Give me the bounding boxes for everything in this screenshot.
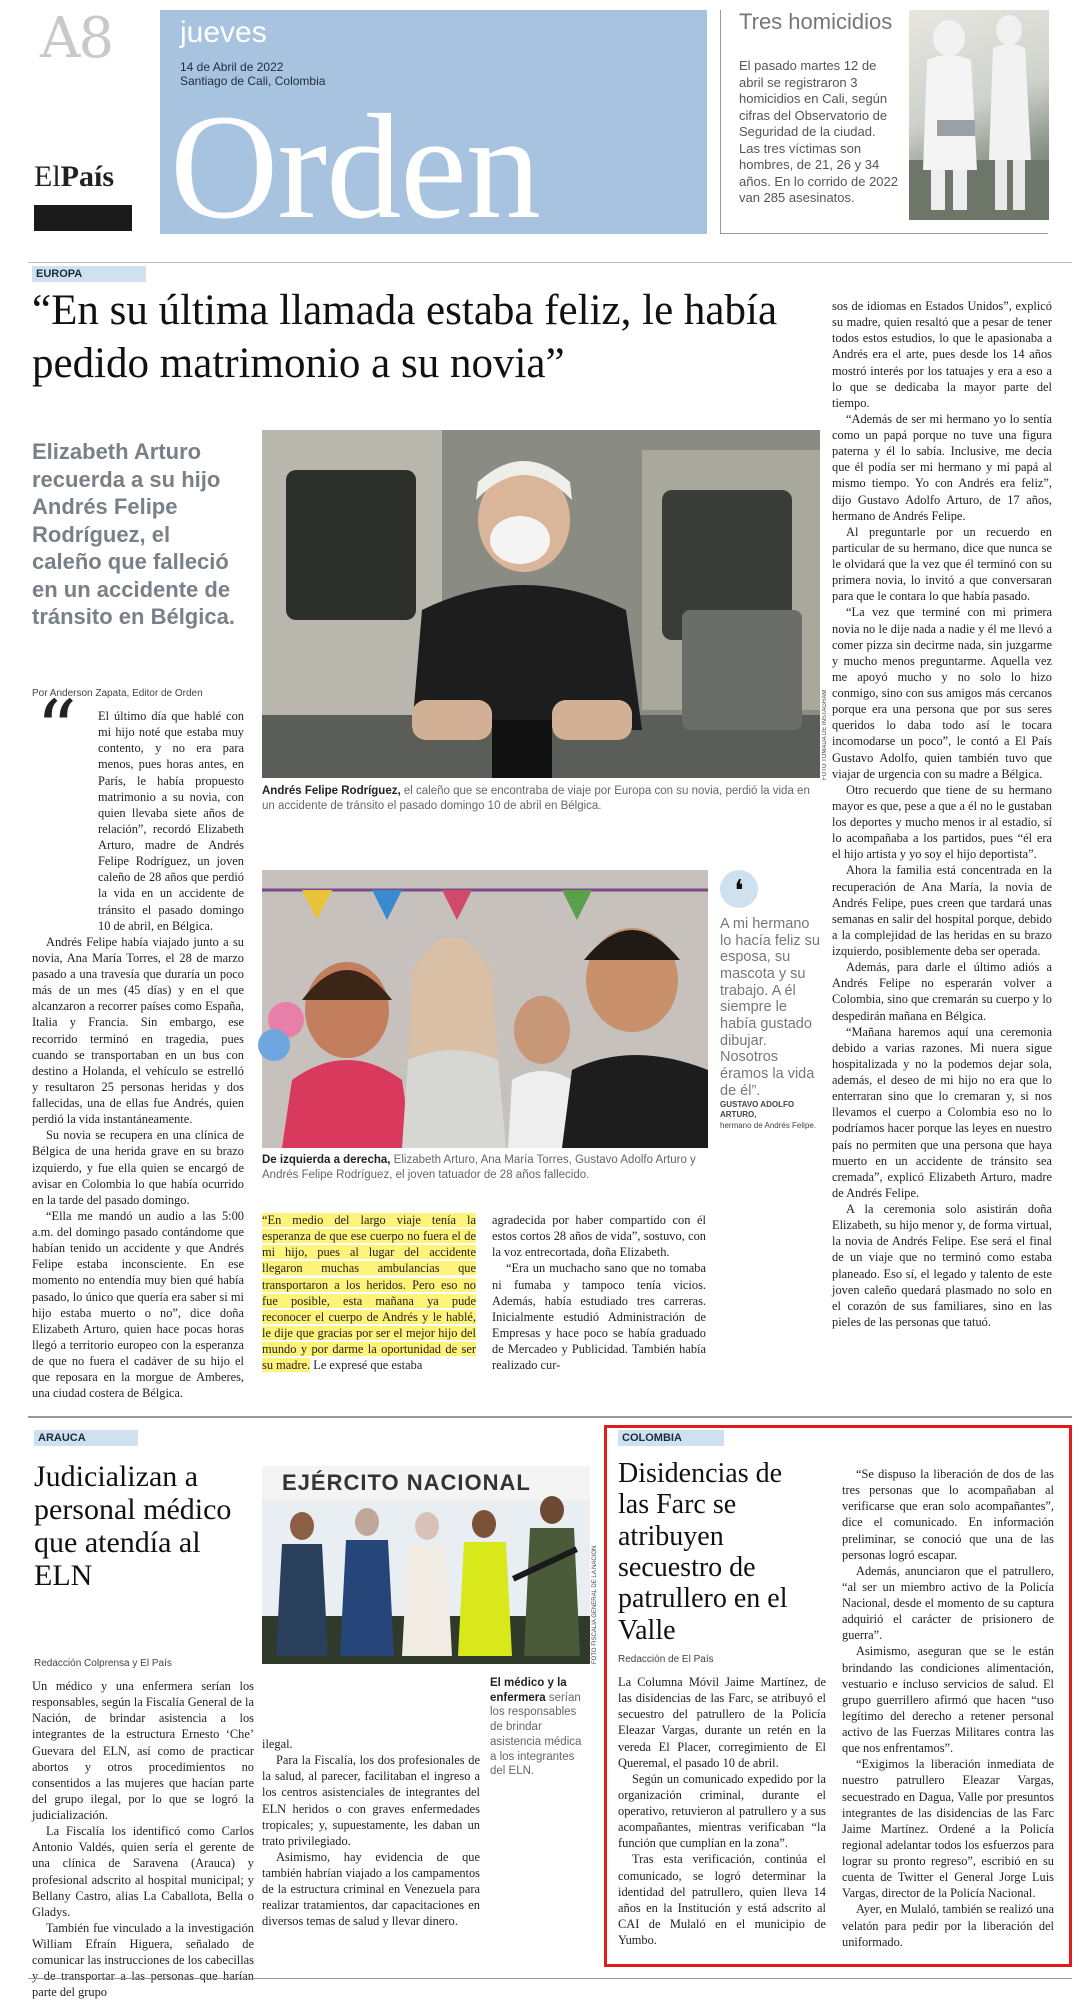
photo1-caption-bold: Andrés Felipe Rodríguez, [262,785,401,797]
story3-paragraph: “Exigimos la liberación inmediata de nuestro patrullero Eleazar Vargas, secuestrado en Dagua, Valle por presuntos integrantes de las disidencias de las Farc Jaime Martínez. Ordené a la Policía regional adelantar todos los esfuerzos para lograr su pronto regreso”, escribió en su cuenta de Twitter el General Jorge Luis Vargas, director de la Policía Nacional. [842,1757,1054,1901]
story2-paragraph: Para la Fiscalía, los dos profesionales de la salud, al parecer, facilitaban el ingreso a los centros asistenciales de integrantes del ELN heridos o con graves enfermedades tropicales; y, supuestamente, les daban un trato privilegiado. [262,1753,480,1848]
story2-headline: Judicializan a personal médico que atendía al ELN [34,1460,232,1592]
brand-light: El [34,160,61,193]
brief-text: El pasado martes 12 de abril se registraron 3 homicidios en Cali, según cifras del Observatorio de Seguridad de la ciudad. Las tres víctimas son hombres, de 21, 26 y 34 años. En lo corrido de 2022 van 285 asesinatos. [739,58,898,205]
story2-caption-bold: El médico y la enfermera [490,1677,567,1704]
story1-paragraph: “Era un muchacho sano que no tomaba ni fumaba y tampoco tenía vicios. Además, había estudiado tres carreras. Inicialmente estudió Administración de Empresas y hace poco se había graduado de Mercadeo y Publicidad. También había realizado cur- [492,1261,706,1373]
story2-paragraph: La Fiscalía los identificó como Carlos Antonio Valdés, quien sería el gerente de una clínica de Saravena (Arauca) y profesional adscrito al hospital municipal; y Bellany Castro, alias La Caballota, Bella o Gladys. [32,1824,254,1919]
story3-paragraph: Ayer, en Mulaló, también se realizó una velatón para pedir por la liberación del uniformado. [842,1902,1054,1949]
story3-paragraph: Además, anunciaron que el patrullero, “al ser un miembro activo de la Policía Nacional, desde el momento de su captura adquirió el carácter de prisionero de guerra”. [842,1563,1054,1643]
section-divider [28,1416,1072,1418]
story1-paragraph: agradecida por haber compartido con él estos cortos 28 años de vida”, sostuvo, con la voz entrecortada, doña Elizabeth. [492,1213,706,1260]
section-masthead [160,10,707,250]
story2-paragraph: También fue vinculado a la investigación William Efraín Higuera, señalado de comunicar las instrucciones de los cabecillas y de transportar a las personas que harían parte del grupo [32,1920,254,2000]
story3-column-2 [842,1466,1054,1950]
story1-paragraph: Otro recuerdo que tiene de su hermano mayor es que, pese a que a él no le gustaban los deportes y mucho menos ir al estadio, sí lo acompañaba a los partidos, pues “él era el hijo artista y yo soy el hijo deportista”. [832,782,1052,862]
newspaper-logo [34,160,114,194]
quote-tail: Le expresé que estaba [310,1358,423,1373]
story1-column-2 [262,1212,476,1373]
story2-paragraph: Asimismo, hay evidencia de que también habrían viajado a los campamentos de la estructura criminal en Venezuela para realizar tratamientos, dar capacitaciones en diversos temas de salud y llevar dinero. [262,1849,480,1929]
pull-author-role: hermano de Andrés Felipe. [720,1120,817,1130]
section-tag-colombia: COLOMBIA [618,1430,724,1446]
story1-paragraph: Ahora la familia está concentrada en la recuperación de Ana María, la novia de Andrés Felipe, pues creen que tardará unas semanas en salir del hospital porque, debido a la complejidad de las heridas en su brazo izquierdo, posiblemente deba ser operada. [832,863,1052,958]
andres-photo [262,430,820,778]
story1-paragraph: A la ceremonia solo asistirán doña Elizabeth, su hijo menor y, de forma virtual, la novia de Andrés Felipe. Ese será el final de un viaje que no terminó como estaba planeado. Eso sí, el legado y talento de este joven caleño quedará plasmado no solo en el corazón de sus familiares, sino en las pieles de las personas que tatuó. [832,1202,1052,1329]
story3-paragraph: Según un comunicado expedido por la organización criminal, durante el operativo, retuvieron al patrullero y a sus acompañantes, mientras verificaban “la función que cumplían en la zona”. [618,1771,826,1851]
story2-byline: Redacción Colprensa y El País [34,1658,172,1669]
family-selfie-image [262,870,708,1148]
story1-paragraph: Su novia se recupera en una clínica de Bélgica de una herida grave en su brazo izquierdo, y fue ella quien se encargó de avisar en Colombia lo que había ocurrido en la tarde del pasado domingo. [32,1128,244,1207]
story1-column-1 [32,708,244,1401]
news-brief [720,10,1048,234]
story3-paragraph: Tras esta verificación, continúa el comunicado, se logró determinar la identidad del patrullero, quien lleva 14 años en la Institución y está adscrito al CAI de Mulaló en el municipio de Yumbo. [618,1852,826,1947]
story2-column-1 [32,1678,254,2001]
photo2-caption-text: Elizabeth Arturo, Ana María Torres, Gustavo Adolfo Arturo y Andrés Felipe Rodríguez, el joven tatuador de 28 años fallecido. [262,1154,696,1181]
story1-paragraph: sos de idiomas en Estados Unidos”, explicó su madre, quien resaltó que a pesar de tener todos estos estudios, lo que le apasionaba a Andrés era el arte, pues desde los 14 años mostró interés por los tatuajes y era a eso a lo que se dedicaba la mayor parte del tiempo. [832,299,1052,410]
page-number: A8 [40,6,113,71]
brand-bold: País [60,160,115,193]
story1-paragraph: Al preguntarle por un recuerdo en particular de su hermano, dice que nunca se le olvidará que la vez que él terminó con su primera novia, lo invitó a que conversaran para que le contara lo que había pasado. [832,524,1052,604]
section-tag-arauca: ARAUCA [34,1430,138,1446]
photo2-caption-bold: De izquierda a derecha, [262,1154,391,1166]
story1-paragraph: “La vez que terminé con mi primera novia no le dije nada a nadie y él me llevó a comer pizza sin decirme nada, sin juzgarme y mucho menos preguntarme. Aquella vez me apoyó mucho y no solo lo hizo conmigo, sino con sus amigos más cercanos porque era una persona que por sus seres queridos lo daba todo así le tocara incomodarse un poco”, le contó a El País Gustavo Adolfo, quien también tuvo que viajar de urgencia con su madre a Bélgica. [832,605,1052,781]
section-divider [28,262,1072,263]
story3-paragraph: Asimismo, aseguran que se le están brindando las condiciones alimentación, vestuario e incluso servicios de salud. El grupo guerrillero afirmó que hacen “uso legítimo del derecho a retener personal activo de las Fuerzas Militares contra las que nos enfrentamos”. [842,1644,1054,1756]
story3-paragraph: “Se dispuso la liberación de dos de las tres personas que lo acompañaban al verificarse que eran solo acompañantes”, dice el comunicado. En información preliminar, se conoció que una de las personas logró escapar. [842,1467,1054,1562]
story3-paragraph: La Columna Móvil Jaime Martínez, de las disidencias de las Farc, se atribuyó el secuestro del patrullero de la Policía Eleazar Vargas, durante un retén en la vereda El Placer, corregimiento de El Queremal, el pasado 10 de abril. [618,1675,826,1770]
pull-author-name: GUSTAVO ADOLFO ARTURO, [720,1100,795,1120]
story1-paragraph [262,1212,476,1373]
masthead-city: Santiago de Cali, Colombia [180,74,326,88]
story1-paragraph: Andrés Felipe había viajado junto a su novia, Ana María Torres, el 28 de marzo pasado a una travesía que duraría un poco más de un mes (45 días) y en el que alcanzaron a recorrer países como España, Italia y Francia. Sin embargo, ese recorrido terminó en tragedia, pues cuando se transportaban en un bus con destino a Holanda, el vehículo se estrelló y resultaron 25 personas heridas y dos fallecidas, una de ellas fue Andrés, quien perdió la vida instantáneamente. [32,934,244,1127]
masthead-day: jueves [180,16,267,49]
story1-paragraph: Además, para darle el último adiós a Andrés Felipe no esperarán volver a Colombia, sino que cremarán su cuerpo y lo despedirán mañana en Bélgica. [832,960,1052,1023]
story2-column-2 [262,1736,480,1930]
story1-column-3 [492,1212,706,1373]
pull-quote-icon: ❛ [720,870,758,908]
photo1-caption-text: el caleño que se encontraba de viaje por Europa con su novia, perdió la vida en un accidente de tránsito el pasado domingo 10 de abril en Bélgica. [262,785,810,812]
page-bottom-rule [28,1978,1072,1979]
story2-caption [490,1676,586,1779]
man-seated-train-image [262,430,820,778]
brand-bar [34,205,132,231]
opening-quote-icon: “ [36,683,77,776]
story1-paragraph: El último día que hablé con mi hijo noté que estaba muy contento, y no era para menos, pues horas antes, en París, le había propuesto matrimonio a su novia, con quien llevaba siete años de relación”, recordó Elizabeth Arturo, madre de Andrés Felipe Rodríguez, un joven caleño de 28 años que perdió la vida en un accidente de tránsito el pasado domingo 10 de abril, en Bélgica. [98,709,244,933]
pull-quote-text: A mi hermano lo hacía feliz su esposa, su mascota y su trabajo. A él siempre le había gustado dibujar. Nosotros éramos la vida de él”. [720,916,820,1099]
story2-caption-text: serían los responsables de brindar asistencia médica a los integrantes del ELN. [490,1691,582,1778]
story1-headline: “En su última llamada estaba feliz, le había pedido matrimonio a su novia” [32,287,778,387]
forensic-workers-image [909,10,1049,220]
section-title: Orden [170,84,540,250]
story1-paragraph: “Además de ser mi hermano yo lo sentía como un papá porque no tuve una figura paterna y él lo sabía. Inclusive, me decía que él podía ser mi hermano y mi papá al mismo tiempo. Yo con Andrés era feliz”, dijo Gustavo Adolfo Arturo, de 17 años, hermano de Andrés Felipe. [832,411,1052,523]
story1-paragraph: “Mañana haremos aquí una ceremonia debido a varias razones. Mi nuera sigue hospitalizada y no la podemos dejar sola, además, el deseo de mi hijo no era que lo enterraran sino que lo cremaran y, si nos llevamos el cuerpo a Colombia eso no lo podríamos hacer porque las leyes en nuestro país no permiten que una persona que haya muerto en un accidente de tránsito sea cremada”, explicó Elizabeth Arturo, madre de Andrés Felipe. [832,1024,1052,1200]
brief-photo [909,10,1049,220]
story3-byline: Redacción de El País [618,1654,714,1665]
story1-column-4 [832,298,1052,1330]
story2-paragraph: ilegal. [262,1737,293,1751]
photo-credit: FOTO FISCALÍA GENERAL DE LA NACIÓN [592,1545,598,1664]
story3-column-1 [618,1674,826,1948]
story3-headline: Disidencias de las Farc se atribuyen secuestro de patrullero en el Valle [618,1458,788,1646]
photo1-caption [262,784,820,813]
section-tag-europa: EUROPA [32,266,146,282]
masthead-date: 14 de Abril de 2022 [180,60,284,74]
photo1-credit: FOTO TOMADA DE INSTAGRAM [822,689,828,780]
highlighted-quote: “En medio del largo viaje tenía la esperanza de que ese cuerpo no fuera el de mi hijo, pues al lugar del accidente llegaron muchas ambulancias que transportaron a los heridos. Pero eso no fue posible, esta mañana ya pude reconocer el cuerpo de Andrés y le hablé, le dije que gracias por ser el mejor hijo del mundo y por darme la oportunidad de ser su madre. [262,1213,476,1373]
arrest-photo [262,1466,590,1664]
story1-paragraph: “Ella me mandó un audio a las 5:00 a.m. del domingo pasado contándome que habían tenido un accidente y que Andrés Felipe estaba inconsciente. En ese momento no entendía muy bien qué había pasado, lo único que quería era saber si mi hijo estaba muerto o no”, dice doña Elizabeth Arturo, quien hace pocas horas llegó a territorio europeo con la esperanza de que no fuera el cadáver de su hijo el que reposara en la morgue de Amberes, una ciudad costera de Bélgica. [32,1208,244,1401]
story1-byline: Por Anderson Zapata, Editor de Orden [32,688,203,699]
photo2-caption [262,1153,708,1182]
family-photo [262,870,708,1148]
pull-quote-author [720,1100,820,1131]
story2-paragraph: Un médico y una enfermera serían los responsables, según la Fiscalía General de la Nación, de brindar asistencia a los integrantes de la estructura Ernesto ‘Che’ Guevara del ELN, así como de practicar abortos y otros procedimientos no consentidos a las mujeres que hacían parte del grupo ilegal, por lo que se logró la judicialización. [32,1679,254,1822]
story1-deck: Elizabeth Arturo recuerda a su hijo Andrés Felipe Rodríguez, el caleño que falleció en un accidente de tránsito en Bélgica. [32,439,235,629]
brief-title: Tres homicidios [739,9,893,34]
photo-banner-text: EJÉRCITO NACIONAL [282,1470,531,1495]
